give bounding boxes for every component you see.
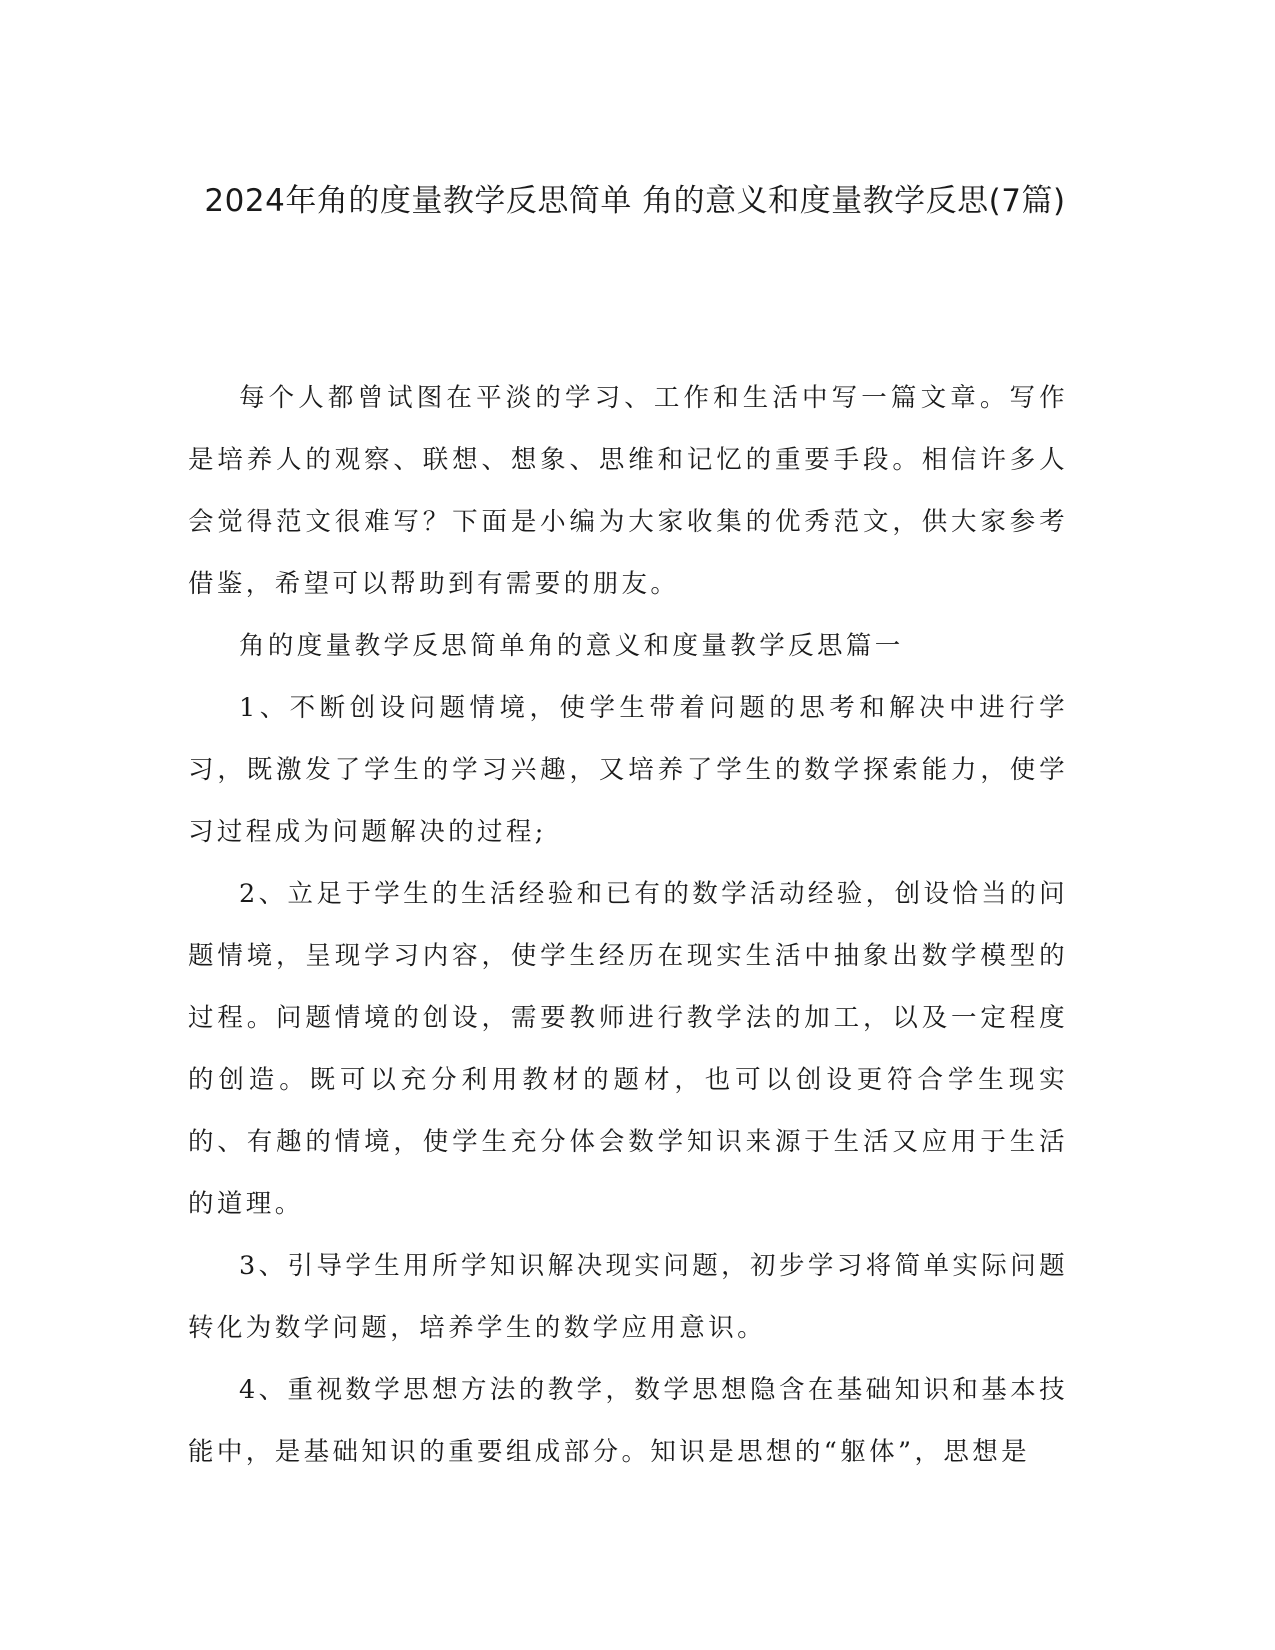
list-item-2: 2、立足于学生的生活经验和已有的数学活动经验，创设恰当的问题情境，呈现学习内容，使学生经历在现实生活中抽象出数学模型的过程。问题情境的创设，需要教师进行教学法的加工，以及一定程度的创造。既可以充分利用教材的题材，也可以创设更符合学生现实的、有趣的情境，使学生充分体会数学知识来源于生活又应用于生活的道理。 <box>188 879 1068 1219</box>
list-item-4: 4、重视数学思想方法的教学，数学思想隐含在基础知识和基本技能中，是基础知识的重要组成部分。知识是思想的“躯体”，思想是 <box>188 1375 1068 1467</box>
section-heading: 角的度量教学反思简单角的意义和度量教学反思篇一 <box>239 631 904 661</box>
document-title: 2024年角的度量教学反思简单 角的意义和度量教学反思(7篇) <box>204 183 1066 219</box>
list-item-1: 1、不断创设问题情境，使学生带着问题的思考和解决中进行学习，既激发了学生的学习兴趣，又培养了学生的数学探索能力，使学习过程成为问题解决的过程; <box>188 693 1068 847</box>
list-item-3: 3、引导学生用所学知识解决现实问题，初步学习将简单实际问题转化为数学问题，培养学生的数学应用意识。 <box>188 1251 1068 1343</box>
document-body <box>188 367 1068 1483</box>
intro-paragraph: 每个人都曾试图在平淡的学习、工作和生活中写一篇文章。写作是培养人的观察、联想、想象、思维和记忆的重要手段。相信许多人会觉得范文很难写？下面是小编为大家收集的优秀范文，供大家参考借鉴，希望可以帮助到有需要的朋友。 <box>188 383 1068 599</box>
